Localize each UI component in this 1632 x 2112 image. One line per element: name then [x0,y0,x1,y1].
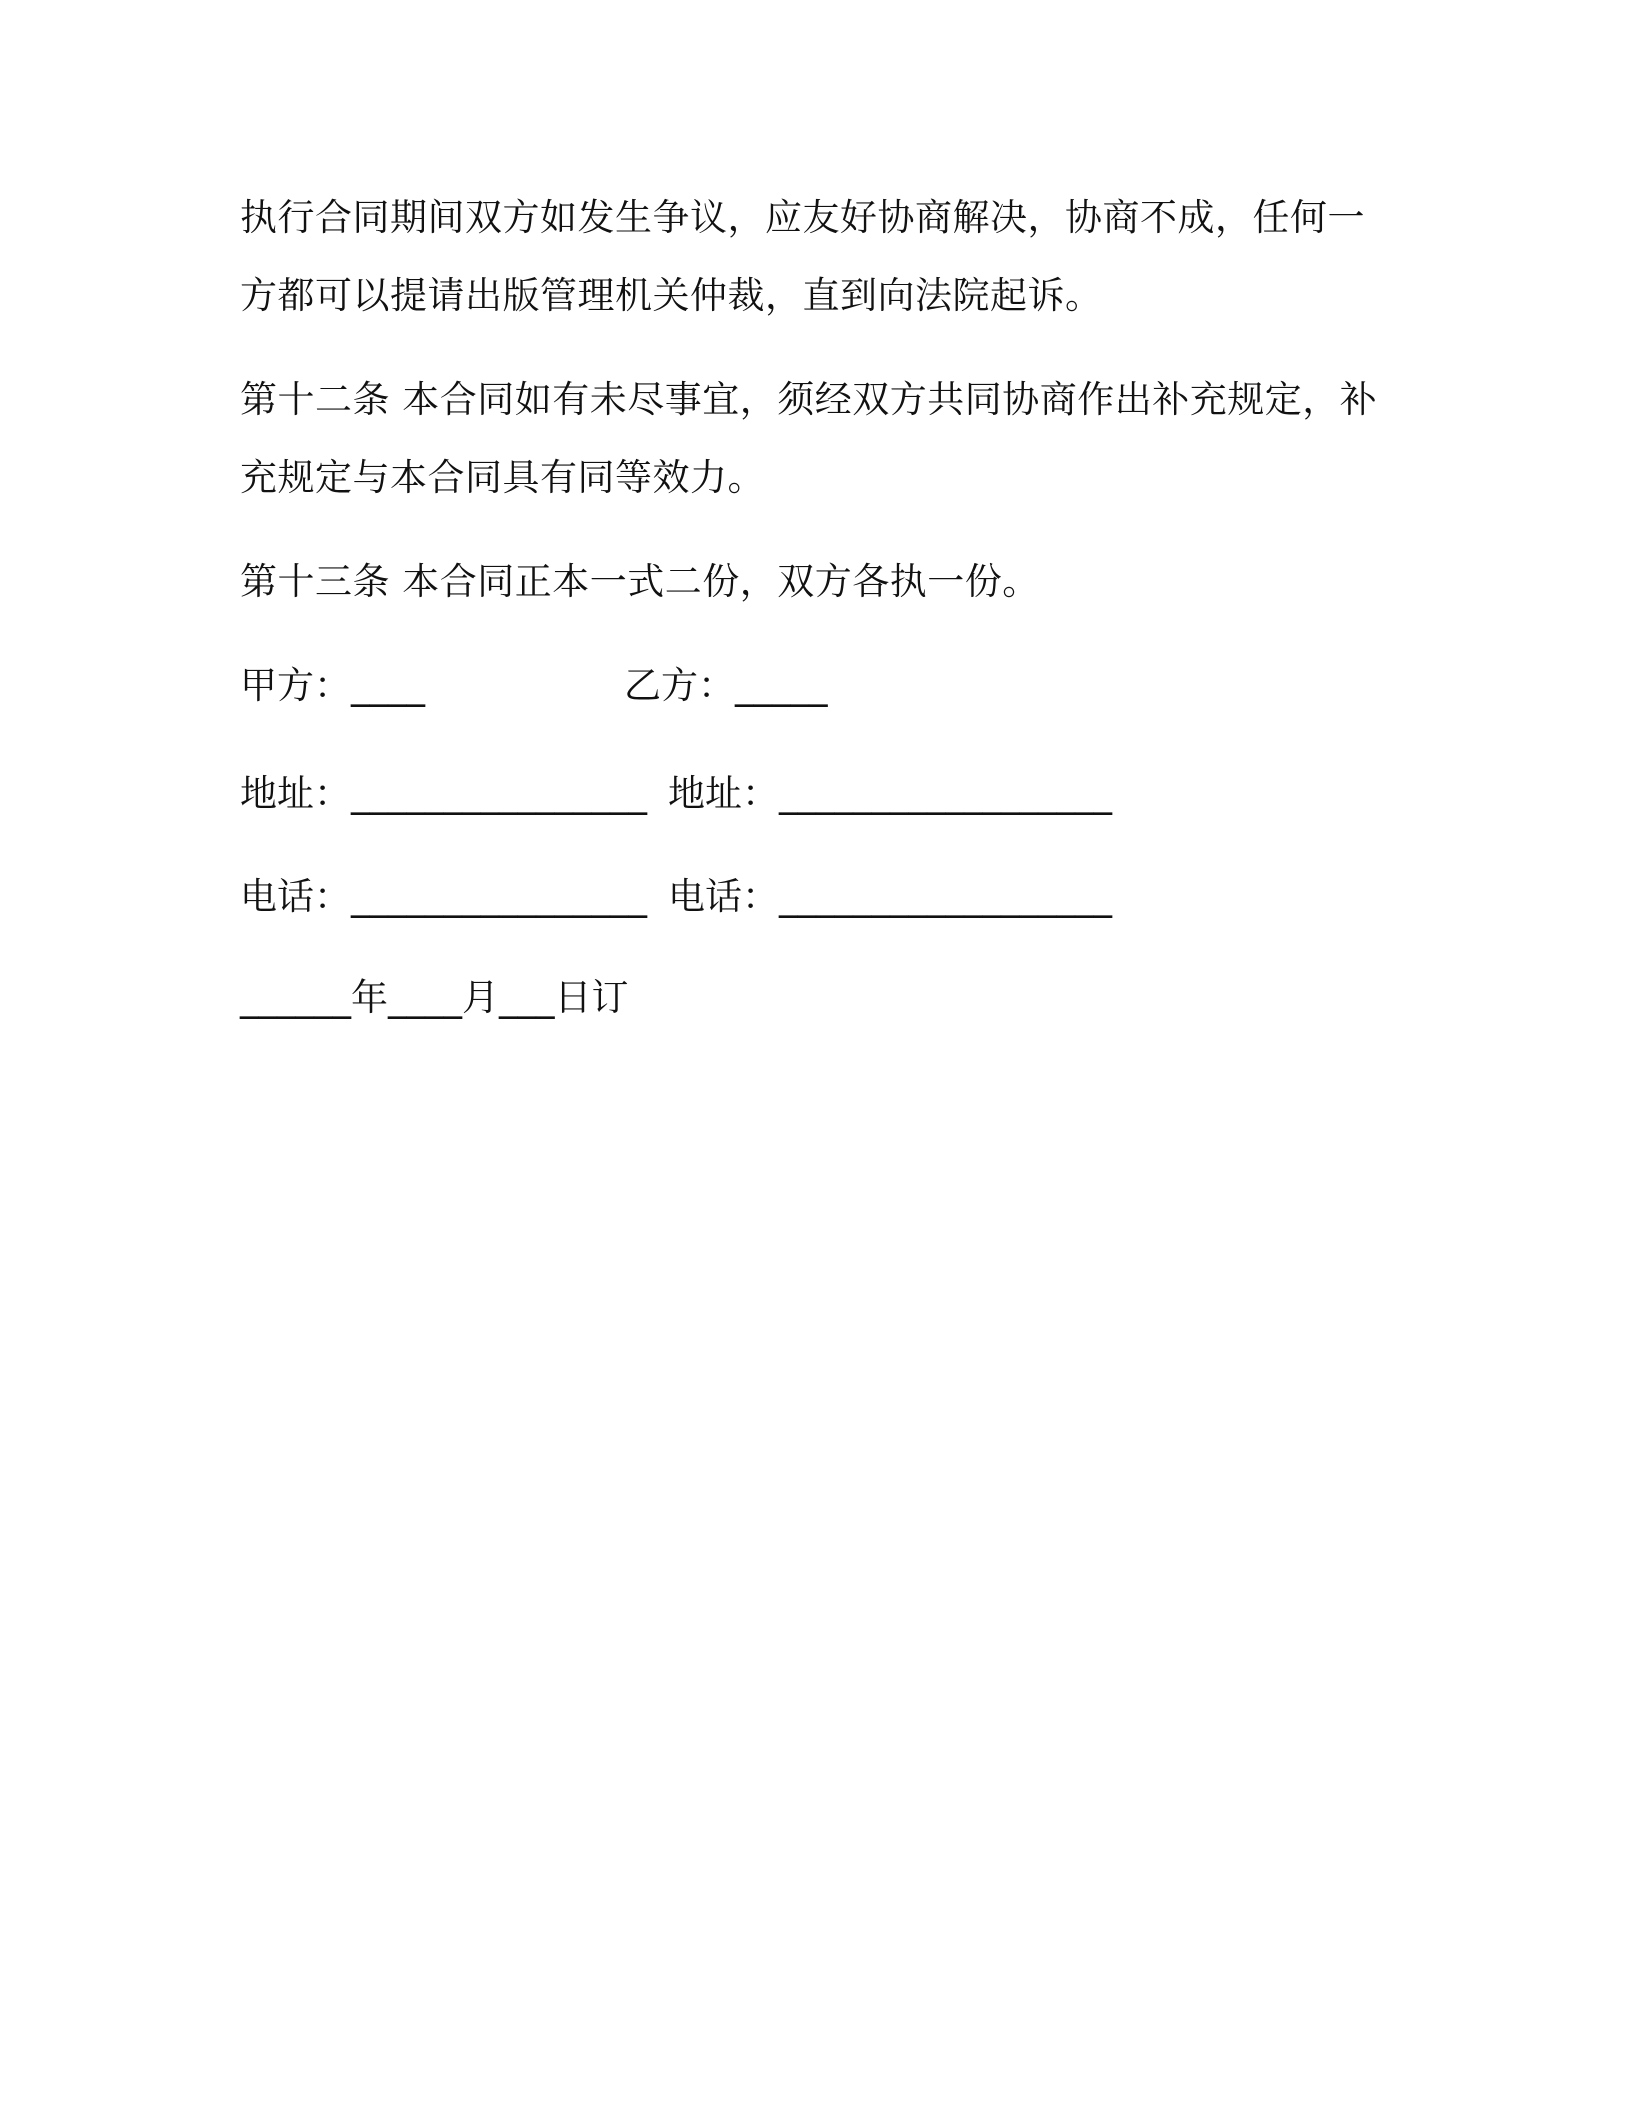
date-signed-field: ______年____月___日订 [240,976,629,1019]
dispute-clause-line-1: 执行合同期间双方如发生争议，应友好协商解决，协商不成，任何一 [240,196,1365,239]
phone-a-field: 电话：________________ [240,875,647,918]
party-a-field: 甲方：____ [240,664,425,707]
article-13: 第十三条 本合同正本一式二份，双方各执一份。 [240,560,1040,603]
phone-b-field: 电话：__________________ [668,875,1112,918]
party-b-field: 乙方：_____ [624,664,828,707]
address-b-field: 地址：__________________ [668,772,1112,815]
dispute-clause-line-2: 方都可以提请出版管理机关仲裁，直到向法院起诉。 [240,274,1103,317]
article-12-line-1: 第十二条 本合同如有未尽事宜，须经双方共同协商作出补充规定，补 [240,378,1378,421]
article-12-line-2: 充规定与本合同具有同等效力。 [240,456,765,499]
address-a-field: 地址：________________ [240,772,647,815]
